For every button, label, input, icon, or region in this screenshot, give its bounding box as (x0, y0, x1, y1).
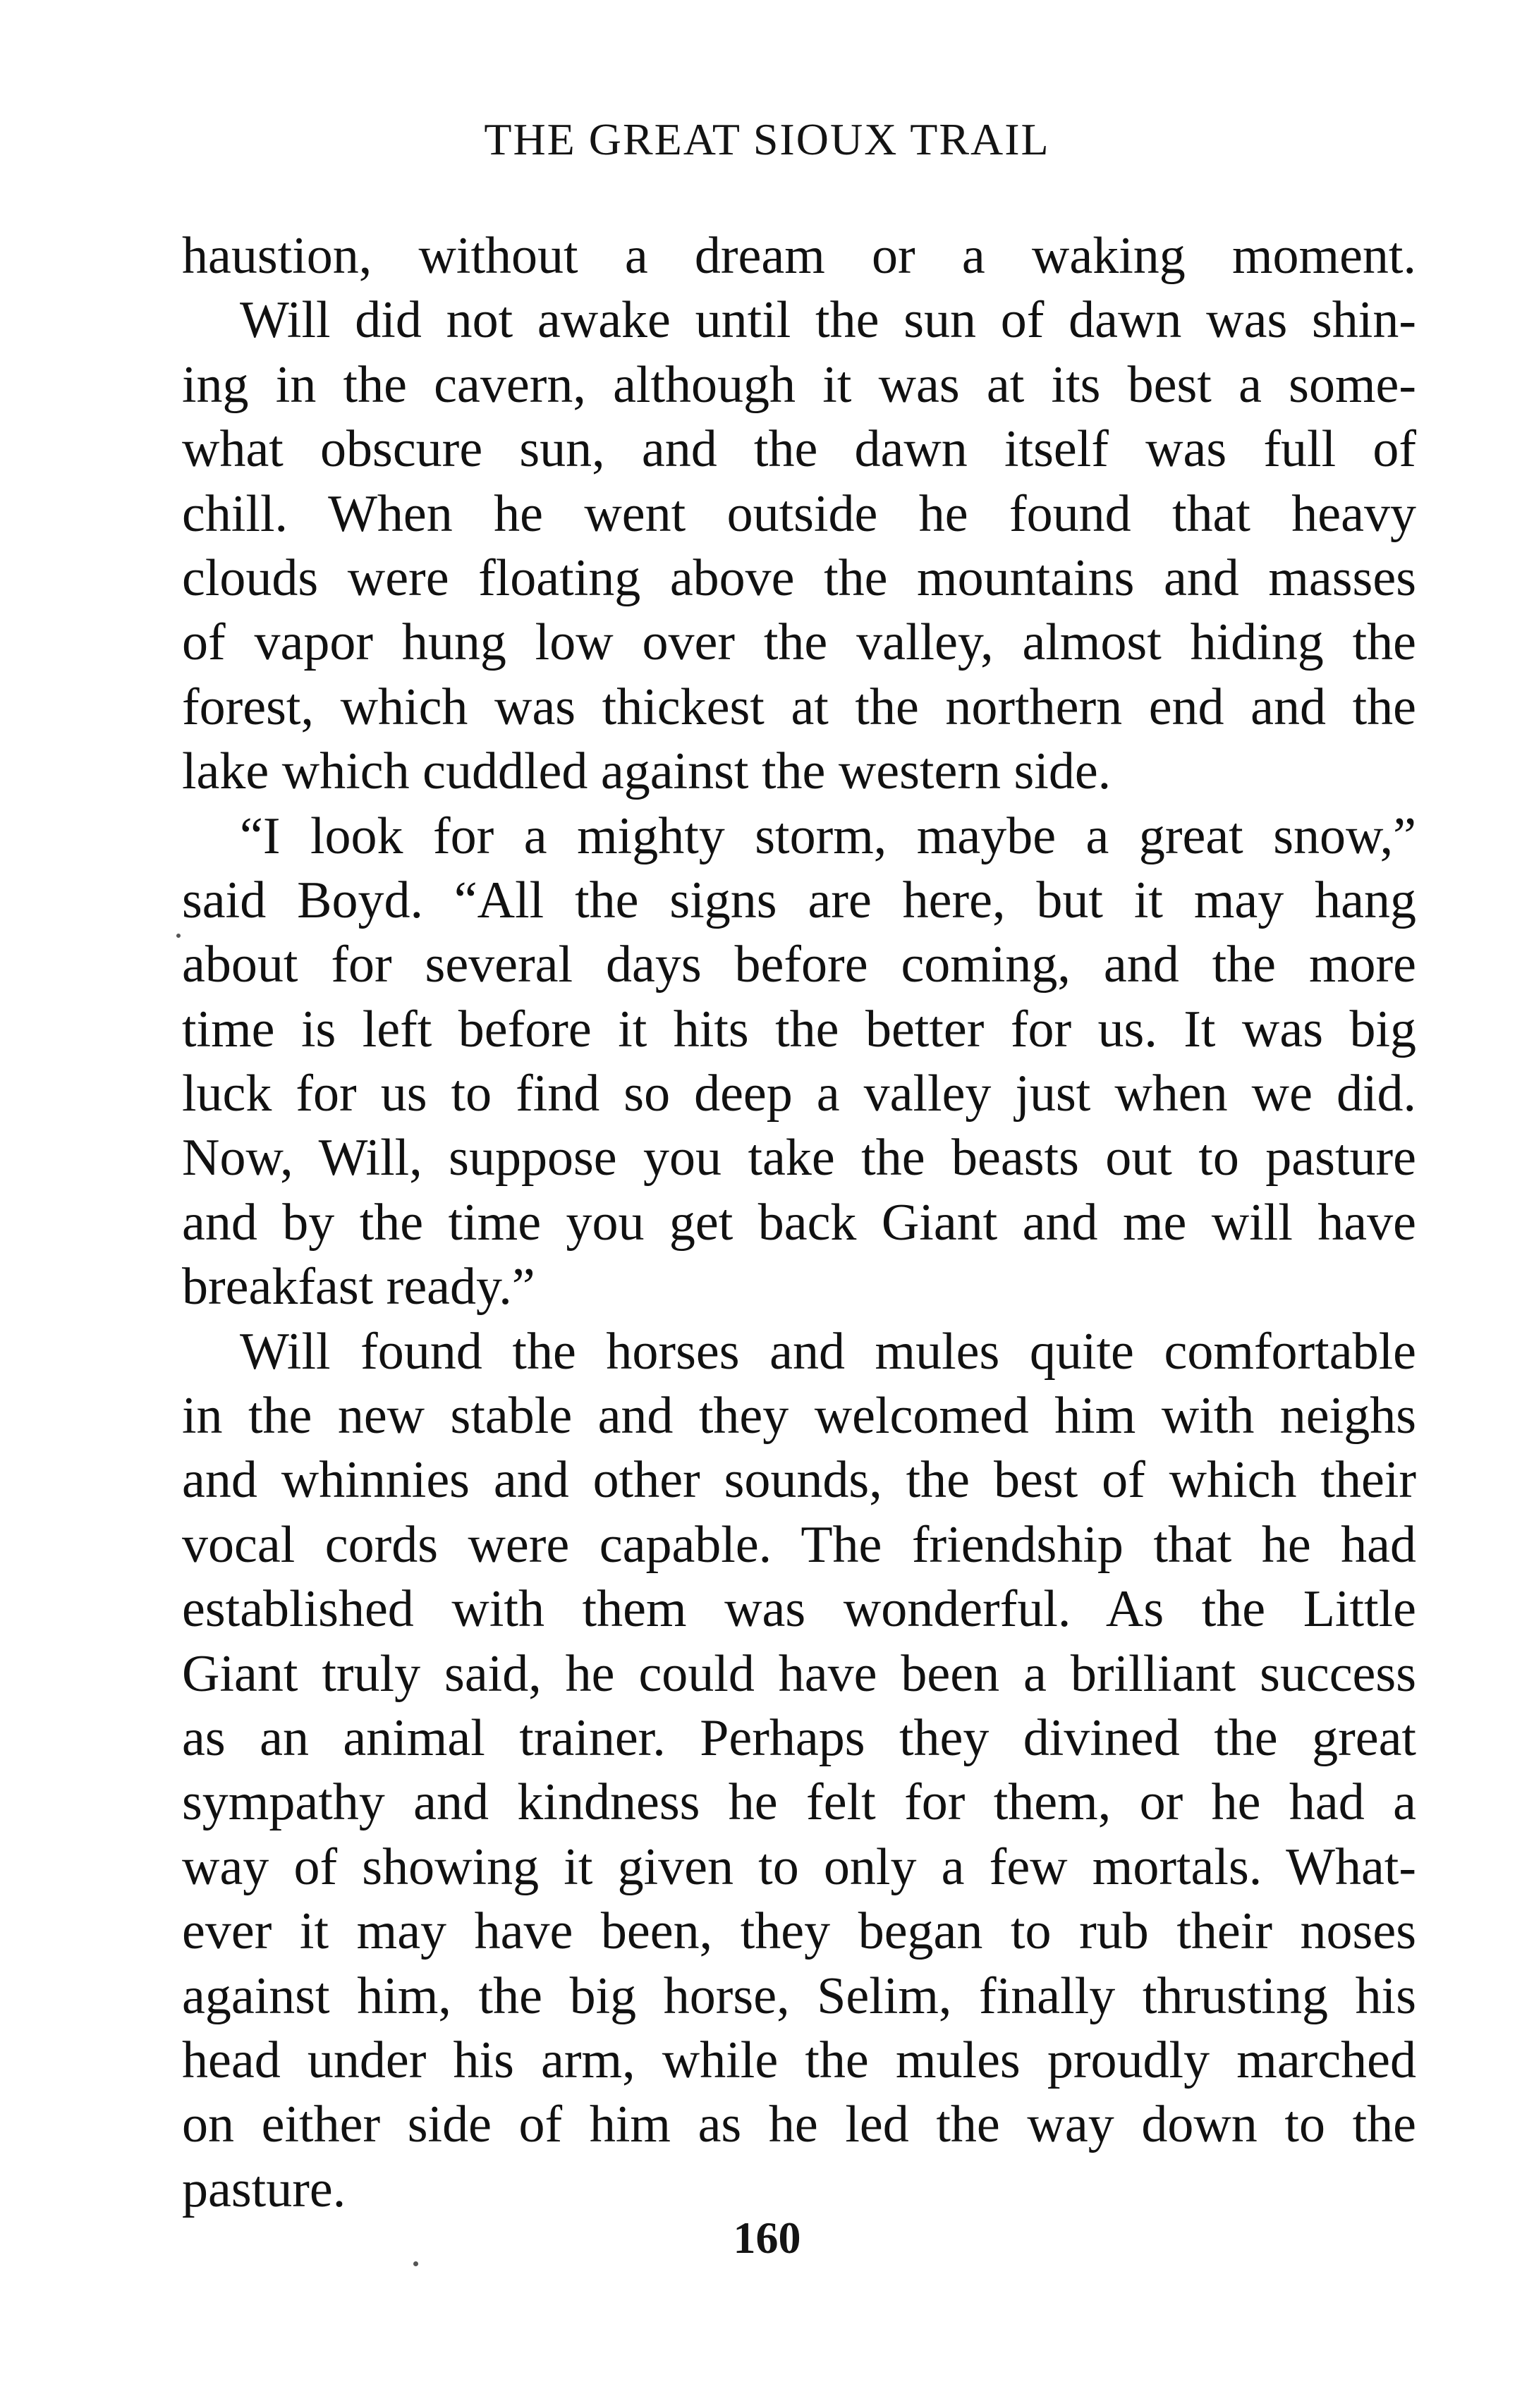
text-line: Now, Will, suppose you take the beasts out to pasture (182, 1129, 1416, 1187)
text-line: as an animal trainer. Perhaps they divined the great (182, 1709, 1416, 1767)
print-speck (176, 934, 181, 938)
text-line: forest, which was thickest at the northern end and the (182, 678, 1416, 736)
text-line: clouds were floating above the mountains and masses (182, 549, 1416, 607)
text-line: sympathy and kindness he felt for them, or he had a (182, 1773, 1416, 1832)
paragraph-first-line: Will did not awake until the sun of dawn was shin- (240, 291, 1416, 350)
text-line: of vapor hung low over the valley, almost hiding the (182, 613, 1416, 672)
page-number: 160 (733, 2213, 801, 2263)
text-line: Giant truly said, he could have been a brilliant success (182, 1644, 1416, 1703)
print-speck (413, 2261, 418, 2266)
text-line: breakfast ready.” (182, 1258, 535, 1316)
text-line: luck for us to find so deep a valley just when we did. (182, 1065, 1416, 1123)
text-line: chill. When he went outside he found that heavy (182, 484, 1416, 543)
body-text (182, 224, 1416, 2222)
text-line: on either side of him as he led the way down to the (182, 2096, 1416, 2154)
text-line: and whinnies and other sounds, the best of which their (182, 1451, 1416, 1510)
text-line: lake which cuddled against the western side. (182, 742, 1112, 801)
text-line: about for several days before coming, and the more (182, 936, 1416, 994)
paragraph-first-line: “I look for a mighty storm, maybe a great snow,” (240, 807, 1416, 865)
text-line: pasture. (182, 2160, 346, 2218)
text-line: ing in the cavern, although it was at its best a some- (182, 355, 1416, 414)
text-line: ever it may have been, they began to rub their noses (182, 1902, 1416, 1961)
text-line: established with them was wonderful. As the Little (182, 1580, 1416, 1639)
text-line: what obscure sun, and the dawn itself was full of (182, 420, 1416, 479)
text-line: head under his arm, while the mules proudly marched (182, 2031, 1416, 2089)
text-line: vocal cords were capable. The friendship that he had (182, 1515, 1416, 1574)
text-line: haustion, without a dream or a waking moment. (182, 227, 1416, 285)
text-line: said Boyd. “All the signs are here, but it may hang (182, 871, 1416, 929)
text-line: time is left before it hits the better for us. It was big (182, 1000, 1416, 1058)
text-line: against him, the big horse, Selim, finally thrusting his (182, 1967, 1416, 2025)
paragraph-first-line: Will found the horses and mules quite comfortable (240, 1322, 1416, 1381)
text-line: in the new stable and they welcomed him with neighs (182, 1387, 1416, 1446)
text-line: way of showing it given to only a few mortals. What- (182, 1838, 1416, 1896)
running-head: THE GREAT SIOUX TRAIL (484, 114, 1050, 164)
text-line: and by the time you get back Giant and me will have (182, 1193, 1416, 1252)
